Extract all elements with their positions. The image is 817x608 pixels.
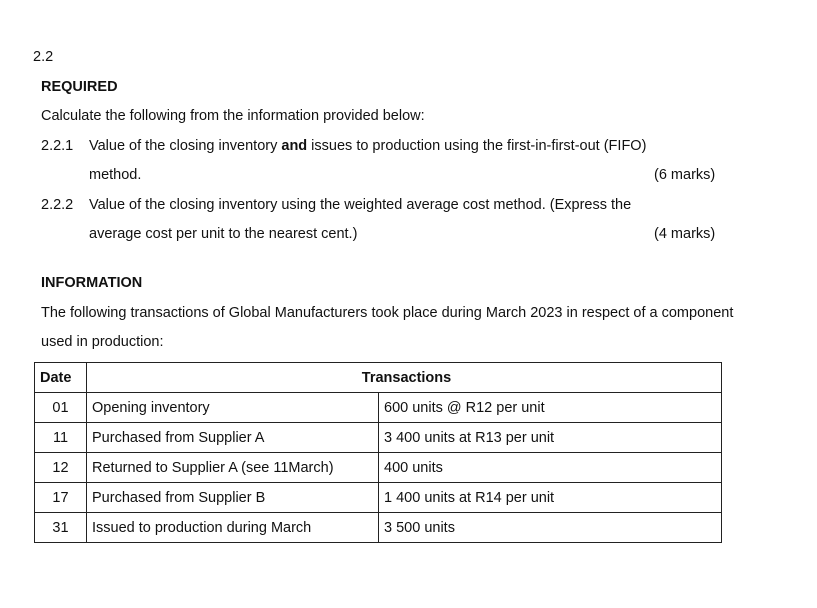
row-detail: 600 units @ R12 per unit bbox=[379, 393, 722, 423]
item-number-2-2-2: 2.2.2 bbox=[41, 197, 74, 213]
item-continuation-2-2-2: average cost per unit to the nearest cent.) bbox=[89, 226, 358, 242]
table-row bbox=[35, 453, 722, 483]
row-description: Purchased from Supplier B bbox=[87, 483, 379, 513]
row-detail: 1 400 units at R14 per unit bbox=[379, 483, 722, 513]
row-date: 17 bbox=[35, 483, 87, 513]
date-header: Date bbox=[35, 363, 87, 393]
table-row bbox=[35, 393, 722, 423]
row-description: Returned to Supplier A (see 11March) bbox=[87, 453, 379, 483]
table-row bbox=[35, 513, 722, 543]
row-description: Issued to production during March bbox=[87, 513, 379, 543]
section-number: 2.2 bbox=[33, 49, 54, 65]
table-row bbox=[35, 483, 722, 513]
row-date: 11 bbox=[35, 423, 87, 453]
item-text-2-2-2: Value of the closing inventory using the weighted average cost method. (Express the bbox=[89, 197, 632, 213]
row-description: Opening inventory bbox=[87, 393, 379, 423]
marks-2-2-1: (6 marks) bbox=[654, 167, 716, 183]
information-line-1: The following transactions of Global Manufacturers took place during March 2023 in respect of a component bbox=[41, 305, 734, 321]
row-detail: 400 units bbox=[379, 453, 722, 483]
required-intro: Calculate the following from the information provided below: bbox=[41, 108, 425, 124]
table-row bbox=[35, 423, 722, 453]
marks-2-2-2: (4 marks) bbox=[654, 226, 716, 242]
required-heading: REQUIRED bbox=[41, 79, 118, 95]
item-number-2-2-1: 2.2.1 bbox=[41, 138, 74, 154]
transactions-header: Transactions bbox=[87, 363, 722, 393]
item-continuation-2-2-1: method. bbox=[89, 167, 142, 183]
item-text-part: issues to production using the first-in-first-out (FIFO) bbox=[307, 138, 647, 154]
item-text-2-2-1 bbox=[89, 138, 646, 154]
row-detail: 3 400 units at R13 per unit bbox=[379, 423, 722, 453]
row-date: 12 bbox=[35, 453, 87, 483]
item-text-part: Value of the closing inventory bbox=[89, 138, 282, 154]
transactions-table bbox=[34, 362, 722, 543]
row-description: Purchased from Supplier A bbox=[87, 423, 379, 453]
row-date: 01 bbox=[35, 393, 87, 423]
table-header-row bbox=[35, 363, 722, 393]
row-date: 31 bbox=[35, 513, 87, 543]
item-bold-word: and bbox=[281, 138, 308, 154]
information-heading: INFORMATION bbox=[41, 275, 143, 291]
row-detail: 3 500 units bbox=[379, 513, 722, 543]
information-line-2: used in production: bbox=[41, 334, 164, 350]
